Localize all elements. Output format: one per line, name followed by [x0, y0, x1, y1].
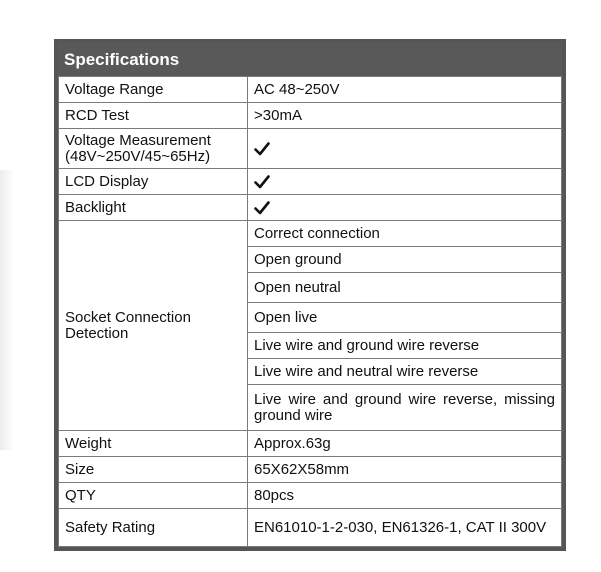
table-row	[59, 77, 562, 103]
detection-item: Live wire and ground wire reverse	[248, 333, 562, 359]
table-row	[59, 103, 562, 129]
row-label: Safety Rating	[59, 509, 248, 547]
detection-item: Correct connection	[248, 221, 562, 247]
row-label: Weight	[59, 431, 248, 457]
row-label-line: Detection	[65, 324, 129, 342]
checkmark-icon	[254, 175, 270, 189]
checkmark-icon	[254, 142, 270, 156]
specifications-table	[58, 76, 562, 547]
row-label: QTY	[59, 483, 248, 509]
row-value: AC 48~250V	[248, 77, 562, 103]
socket-detection-label	[59, 221, 248, 431]
checkmark-icon	[254, 201, 270, 215]
row-value: EN61010-1-2-030, EN61326-1, CAT II 300V	[248, 509, 562, 547]
background-shade	[0, 170, 14, 450]
row-label-line: Voltage Measurement	[65, 131, 211, 149]
table-row	[59, 509, 562, 547]
detection-item: Live wire and neutral wire reverse	[248, 359, 562, 385]
table-row	[59, 431, 562, 457]
table-row	[59, 221, 562, 247]
detection-item: Open neutral	[248, 273, 562, 303]
detection-item: Open live	[248, 303, 562, 333]
row-label-line: Socket Connection	[65, 308, 191, 326]
row-value	[248, 129, 562, 169]
specifications-card	[54, 39, 566, 551]
specifications-title: Specifications	[58, 43, 562, 76]
row-value: 80pcs	[248, 483, 562, 509]
detection-item: Live wire and ground wire reverse, missing ground wire	[248, 385, 562, 431]
row-label: LCD Display	[59, 169, 248, 195]
table-row	[59, 169, 562, 195]
row-label: Backlight	[59, 195, 248, 221]
row-value	[248, 195, 562, 221]
row-value: 65X62X58mm	[248, 457, 562, 483]
table-row	[59, 457, 562, 483]
row-label-line: (48V~250V/45~65Hz)	[65, 147, 211, 165]
row-value	[248, 169, 562, 195]
row-label: RCD Test	[59, 103, 248, 129]
detection-item: Open ground	[248, 247, 562, 273]
row-label: Size	[59, 457, 248, 483]
row-value: Approx.63g	[248, 431, 562, 457]
table-row	[59, 195, 562, 221]
row-label: Voltage Range	[59, 77, 248, 103]
row-value: >30mA	[248, 103, 562, 129]
table-row	[59, 129, 562, 169]
row-label	[59, 129, 248, 169]
table-row	[59, 483, 562, 509]
